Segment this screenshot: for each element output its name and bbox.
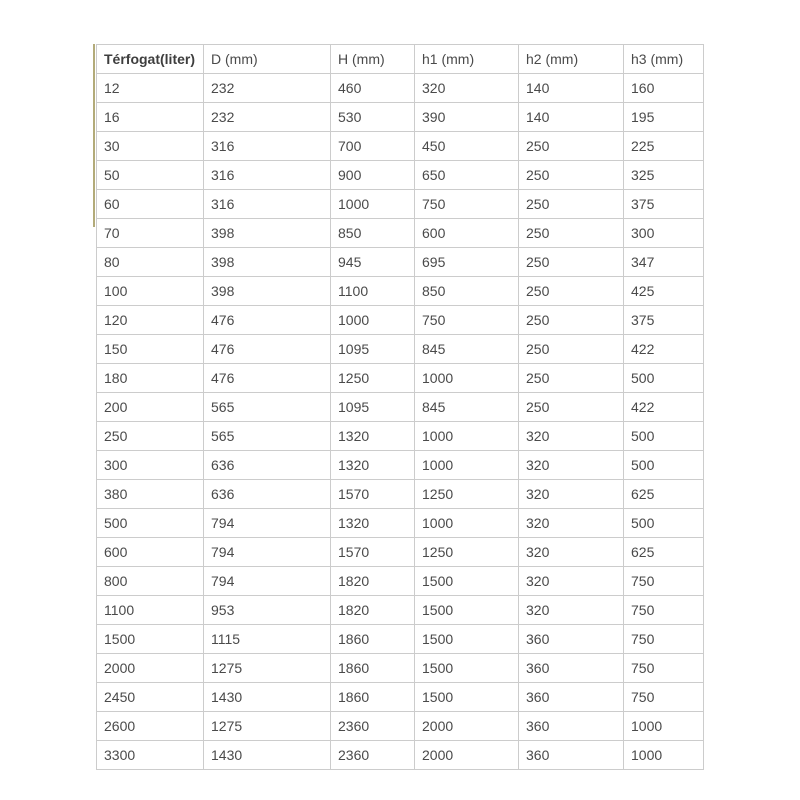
table-cell: 850 (415, 277, 519, 306)
table-cell: 625 (624, 538, 704, 567)
table-cell: 250 (519, 219, 624, 248)
table-cell: 794 (204, 538, 331, 567)
table-cell: 1275 (204, 654, 331, 683)
table-cell: 650 (415, 161, 519, 190)
table-cell: 565 (204, 393, 331, 422)
table-row (97, 480, 704, 509)
table-cell: 316 (204, 132, 331, 161)
table-cell: 2360 (331, 741, 415, 770)
table-cell: 850 (331, 219, 415, 248)
table-cell: 316 (204, 190, 331, 219)
table-row (97, 741, 704, 770)
table-row (97, 451, 704, 480)
table-cell: 1095 (331, 335, 415, 364)
table-row (97, 277, 704, 306)
table-cell: 1100 (97, 596, 204, 625)
table-cell: 750 (624, 625, 704, 654)
table-cell: 250 (519, 190, 624, 219)
table-cell: 320 (415, 74, 519, 103)
table-cell: 794 (204, 509, 331, 538)
table-cell: 695 (415, 248, 519, 277)
table-cell: 1500 (97, 625, 204, 654)
table-cell: 1500 (415, 625, 519, 654)
table-cell: 422 (624, 393, 704, 422)
table-cell: 1000 (415, 509, 519, 538)
table-cell: 375 (624, 190, 704, 219)
table-row (97, 306, 704, 335)
table-cell: 360 (519, 712, 624, 741)
table-cell: 225 (624, 132, 704, 161)
table-cell: 460 (331, 74, 415, 103)
table-cell: 360 (519, 683, 624, 712)
table-cell: 1000 (415, 422, 519, 451)
table-row (97, 509, 704, 538)
table-cell: 600 (97, 538, 204, 567)
table-cell: 500 (624, 422, 704, 451)
table-cell: 320 (519, 509, 624, 538)
table-cell: 1115 (204, 625, 331, 654)
table-cell: 945 (331, 248, 415, 277)
table-cell: 195 (624, 103, 704, 132)
table-cell: 60 (97, 190, 204, 219)
table-cell: 120 (97, 306, 204, 335)
column-header: Térfogat(liter) (97, 45, 204, 74)
table-cell: 300 (624, 219, 704, 248)
spec-table (96, 44, 704, 770)
table-cell: 500 (97, 509, 204, 538)
table-cell: 1275 (204, 712, 331, 741)
table-cell: 250 (519, 306, 624, 335)
table-cell: 250 (519, 248, 624, 277)
table-cell: 250 (519, 277, 624, 306)
table-cell: 476 (204, 335, 331, 364)
table-cell: 500 (624, 509, 704, 538)
table-cell: 180 (97, 364, 204, 393)
table-cell: 16 (97, 103, 204, 132)
table-cell: 2360 (331, 712, 415, 741)
table-cell: 320 (519, 422, 624, 451)
table-cell: 320 (519, 567, 624, 596)
table-cell: 750 (415, 306, 519, 335)
table-row (97, 335, 704, 364)
table-cell: 232 (204, 103, 331, 132)
table-cell: 1000 (331, 306, 415, 335)
table-cell: 2450 (97, 683, 204, 712)
table-cell: 1000 (624, 712, 704, 741)
table-cell: 530 (331, 103, 415, 132)
table-cell: 250 (519, 132, 624, 161)
table-cell: 200 (97, 393, 204, 422)
table-cell: 250 (519, 161, 624, 190)
table-cell: 50 (97, 161, 204, 190)
table-cell: 476 (204, 306, 331, 335)
table-cell: 320 (519, 451, 624, 480)
table-row (97, 538, 704, 567)
table-cell: 232 (204, 74, 331, 103)
table-cell: 360 (519, 654, 624, 683)
table-cell: 2000 (415, 741, 519, 770)
table-row (97, 567, 704, 596)
table-cell: 250 (97, 422, 204, 451)
table-cell: 953 (204, 596, 331, 625)
table-cell: 360 (519, 625, 624, 654)
column-header: h3 (mm) (624, 45, 704, 74)
table-cell: 140 (519, 74, 624, 103)
table-cell: 316 (204, 161, 331, 190)
table-row (97, 683, 704, 712)
table-cell: 636 (204, 451, 331, 480)
table-cell: 300 (97, 451, 204, 480)
table-cell: 250 (519, 335, 624, 364)
table-cell: 1000 (415, 364, 519, 393)
table-cell: 1570 (331, 480, 415, 509)
table-cell: 160 (624, 74, 704, 103)
table-cell: 1430 (204, 683, 331, 712)
table-cell: 1095 (331, 393, 415, 422)
table-cell: 250 (519, 393, 624, 422)
table-row (97, 190, 704, 219)
table-cell: 750 (624, 567, 704, 596)
table-cell: 2000 (97, 654, 204, 683)
table-row (97, 422, 704, 451)
table-cell: 700 (331, 132, 415, 161)
table-cell: 1250 (331, 364, 415, 393)
column-header: H (mm) (331, 45, 415, 74)
table-cell: 1860 (331, 683, 415, 712)
table-cell: 320 (519, 596, 624, 625)
table-cell: 565 (204, 422, 331, 451)
table-row (97, 596, 704, 625)
table-cell: 1000 (415, 451, 519, 480)
table-cell: 750 (624, 596, 704, 625)
table-cell: 636 (204, 480, 331, 509)
table-cell: 320 (519, 480, 624, 509)
table-cell: 900 (331, 161, 415, 190)
table-row (97, 74, 704, 103)
table-cell: 3300 (97, 741, 204, 770)
table-cell: 2600 (97, 712, 204, 741)
table-row (97, 625, 704, 654)
table-row (97, 161, 704, 190)
table-cell: 750 (415, 190, 519, 219)
table-cell: 1250 (415, 538, 519, 567)
table-row (97, 393, 704, 422)
table-cell: 150 (97, 335, 204, 364)
spec-table-container (96, 44, 704, 770)
table-row (97, 103, 704, 132)
column-header: h2 (mm) (519, 45, 624, 74)
table-row (97, 654, 704, 683)
table-cell: 845 (415, 393, 519, 422)
table-cell: 625 (624, 480, 704, 509)
table-cell: 380 (97, 480, 204, 509)
table-cell: 750 (624, 683, 704, 712)
table-cell: 250 (519, 364, 624, 393)
table-cell: 325 (624, 161, 704, 190)
table-body (97, 74, 704, 770)
table-cell: 750 (624, 654, 704, 683)
table-cell: 1500 (415, 567, 519, 596)
table-cell: 1860 (331, 654, 415, 683)
table-cell: 1500 (415, 596, 519, 625)
table-cell: 80 (97, 248, 204, 277)
table-cell: 1820 (331, 596, 415, 625)
table-cell: 140 (519, 103, 624, 132)
table-cell: 2000 (415, 712, 519, 741)
table-cell: 347 (624, 248, 704, 277)
table-cell: 390 (415, 103, 519, 132)
table-cell: 1500 (415, 654, 519, 683)
table-header-row (97, 45, 704, 74)
table-cell: 1000 (624, 741, 704, 770)
table-cell: 1100 (331, 277, 415, 306)
table-cell: 500 (624, 364, 704, 393)
table-cell: 1570 (331, 538, 415, 567)
table-cell: 1320 (331, 451, 415, 480)
table-cell: 476 (204, 364, 331, 393)
table-row (97, 219, 704, 248)
table-cell: 800 (97, 567, 204, 596)
table-cell: 1860 (331, 625, 415, 654)
table-cell: 1820 (331, 567, 415, 596)
table-cell: 100 (97, 277, 204, 306)
table-row (97, 248, 704, 277)
table-cell: 1500 (415, 683, 519, 712)
table-cell: 398 (204, 248, 331, 277)
column-header: D (mm) (204, 45, 331, 74)
table-row (97, 132, 704, 161)
table-cell: 398 (204, 219, 331, 248)
table-row (97, 364, 704, 393)
table-cell: 360 (519, 741, 624, 770)
table-row (97, 712, 704, 741)
table-cell: 1320 (331, 422, 415, 451)
table-cell: 422 (624, 335, 704, 364)
table-cell: 30 (97, 132, 204, 161)
table-cell: 425 (624, 277, 704, 306)
table-cell: 398 (204, 277, 331, 306)
table-header (97, 45, 704, 74)
table-cell: 1320 (331, 509, 415, 538)
table-cell: 500 (624, 451, 704, 480)
table-cell: 1430 (204, 741, 331, 770)
table-cell: 794 (204, 567, 331, 596)
table-cell: 450 (415, 132, 519, 161)
table-cell: 1250 (415, 480, 519, 509)
column-header: h1 (mm) (415, 45, 519, 74)
table-cell: 600 (415, 219, 519, 248)
table-cell: 70 (97, 219, 204, 248)
left-accent-line (93, 44, 95, 227)
table-cell: 320 (519, 538, 624, 567)
table-cell: 845 (415, 335, 519, 364)
table-cell: 375 (624, 306, 704, 335)
table-cell: 1000 (331, 190, 415, 219)
table-cell: 12 (97, 74, 204, 103)
